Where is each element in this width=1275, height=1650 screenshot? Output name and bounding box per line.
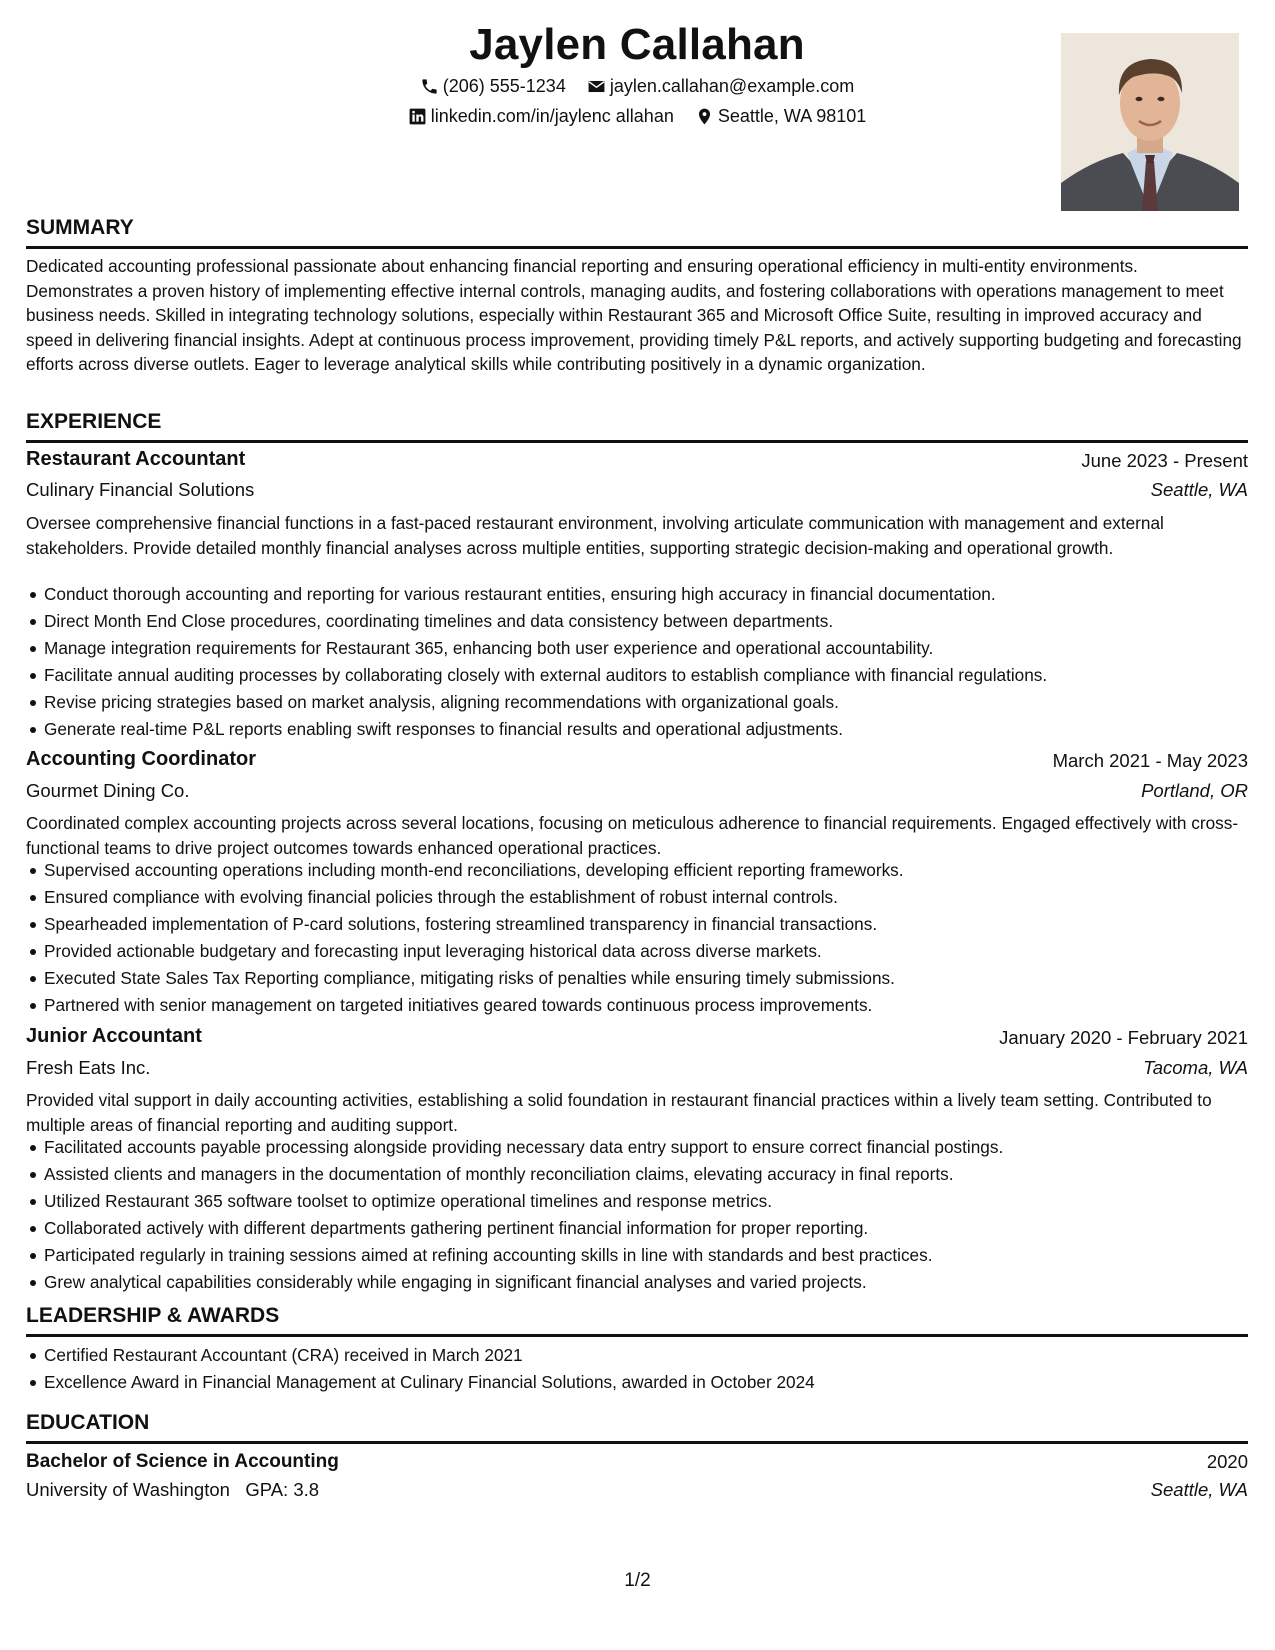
candidate-name: Jaylen Callahan	[469, 20, 805, 69]
job-dates: January 2020 - February 2021	[999, 1027, 1248, 1048]
list-item: Utilized Restaurant 365 software toolset to optimize operational timelines and response metrics.	[26, 1188, 1248, 1215]
school-name: University of Washington	[26, 1479, 230, 1500]
phone-item	[420, 76, 566, 97]
map-pin-icon	[695, 107, 714, 126]
job-description: Coordinated complex accounting projects across several locations, focusing on meticulous adherence to financial requirements. Engaged effectively with cross-functional teams to drive project outcomes towards enhanced operational practices.	[26, 813, 1239, 858]
list-item: Collaborated actively with different departments gathering pertinent financial information for proper reporting.	[26, 1215, 1248, 1242]
job-location: Tacoma, WA	[1143, 1057, 1248, 1078]
education-location: Seattle, WA	[1150, 1479, 1248, 1500]
phone-text: (206) 555-1234	[442, 76, 566, 96]
list-item: Facilitated accounts payable processing alongside providing necessary data entry support to ensure correct financial postings.	[26, 1134, 1248, 1161]
job-description: Oversee comprehensive financial functions in a fast-paced restaurant environment, involving articulate communication with management and external stakeholders. Provide detailed monthly financial analyses across multiple entities, supporting strategic decision-making and operational growth.	[26, 513, 1164, 558]
job-title: Accounting Coordinator	[26, 748, 256, 770]
list-item: Facilitate annual auditing processes by collaborating closely with external auditors to establish compliance with financial regulations.	[26, 662, 1248, 689]
email-text: jaylen.callahan@example.com	[609, 76, 855, 96]
list-item: Spearheaded implementation of P-card solutions, fostering streamlined transparency in financial transactions.	[26, 911, 1248, 938]
job-description: Provided vital support in daily accounting activities, establishing a solid foundation in restaurant financial practices within a lively team setting. Contributed to multiple areas of financial reporting and auditing support.	[26, 1090, 1212, 1135]
profile-photo-image	[1061, 33, 1239, 211]
list-item: Grew analytical capabilities considerably while engaging in significant financial analyses and varied projects.	[26, 1269, 1248, 1296]
list-item: Executed State Sales Tax Reporting compliance, mitigating risks of penalties while ensuring timely submissions.	[26, 965, 1248, 992]
linkedin-item[interactable]	[408, 106, 674, 127]
location-text: Seattle, WA 98101	[717, 106, 867, 126]
job-title: Junior Accountant	[26, 1025, 202, 1047]
awards-heading: LEADERSHIP & AWARDS	[26, 1304, 280, 1327]
list-item: Assisted clients and managers in the documentation of monthly reconciliation claims, elevating accuracy in final reports.	[26, 1161, 1248, 1188]
list-item: Partnered with senior management on targeted initiatives geared towards continuous process improvements.	[26, 992, 1248, 1019]
linkedin-icon	[408, 107, 427, 126]
page-number: 1/2	[624, 1570, 651, 1591]
education-year: 2020	[1206, 1451, 1248, 1472]
job-bullets	[26, 1134, 1248, 1296]
phone-icon	[420, 77, 439, 96]
awards-divider	[26, 1334, 1248, 1337]
gpa-text: GPA: 3.8	[245, 1479, 320, 1500]
summary-text: Dedicated accounting professional passionate about enhancing financial reporting and ensuring operational efficiency in multi-entity environments. Demonstrates a proven history of implementing effective internal controls, managing audits, and fostering collaborations with operations management to meet business needs. Skilled in integrating technology solutions, especially within Restaurant 365 and Microsoft Office Suite, resulting in improved accuracy and speed in delivering financial insights. Adept at continuous process improvement, providing timely P&L reports, and actively supporting budgeting and forecasting efforts across diverse outlets. Eager to leverage analytical skills while contributing positively in a dynamic organization.	[26, 256, 1242, 374]
job-dates: March 2021 - May 2023	[1052, 750, 1248, 771]
experience-heading: EXPERIENCE	[26, 410, 162, 433]
list-item: Conduct thorough accounting and reporting for various restaurant entities, ensuring high accuracy in financial documentation.	[26, 581, 1248, 608]
list-item: Direct Month End Close procedures, coordinating timelines and data consistency between departments.	[26, 608, 1248, 635]
job-title: Restaurant Accountant	[26, 448, 246, 470]
envelope-icon	[587, 77, 606, 96]
list-item: Provided actionable budgetary and forecasting input leveraging historical data across diverse markets.	[26, 938, 1248, 965]
list-item: Excellence Award in Financial Management at Culinary Financial Solutions, awarded in October 2024	[26, 1369, 1248, 1396]
list-item: Certified Restaurant Accountant (CRA) received in March 2021	[26, 1342, 1248, 1369]
profile-photo	[1061, 33, 1239, 211]
job-company: Fresh Eats Inc.	[26, 1057, 151, 1078]
list-item: Revise pricing strategies based on market analysis, aligning recommendations with organizational goals.	[26, 689, 1248, 716]
summary-divider	[26, 246, 1248, 249]
email-item[interactable]	[587, 76, 854, 97]
job-bullets	[26, 581, 1248, 743]
list-item: Ensured compliance with evolving financial policies through the establishment of robust internal controls.	[26, 884, 1248, 911]
school-line	[26, 1479, 319, 1501]
job-company: Gourmet Dining Co.	[26, 780, 190, 801]
education-heading: EDUCATION	[26, 1411, 150, 1434]
degree-title: Bachelor of Science in Accounting	[26, 1451, 339, 1472]
job-bullets	[26, 857, 1248, 1019]
job-location: Portland, OR	[1141, 780, 1248, 801]
education-divider	[26, 1441, 1248, 1444]
job-company: Culinary Financial Solutions	[26, 479, 255, 500]
list-item: Participated regularly in training sessions aimed at refining accounting skills in line with standards and best practices.	[26, 1242, 1248, 1269]
location-item	[695, 106, 866, 127]
job-location: Seattle, WA	[1150, 479, 1248, 500]
summary-heading: SUMMARY	[26, 216, 134, 239]
linkedin-text: linkedin.com/in/jaylenc allahan	[430, 106, 674, 126]
list-item: Manage integration requirements for Restaurant 365, enhancing both user experience and operational accountability.	[26, 635, 1248, 662]
experience-divider	[26, 440, 1248, 443]
list-item: Supervised accounting operations including month-end reconciliations, developing efficient reporting frameworks.	[26, 857, 1248, 884]
list-item: Generate real-time P&L reports enabling swift responses to financial results and operational adjustments.	[26, 716, 1248, 743]
job-dates: June 2023 - Present	[1081, 450, 1248, 471]
awards-list	[26, 1342, 1248, 1396]
